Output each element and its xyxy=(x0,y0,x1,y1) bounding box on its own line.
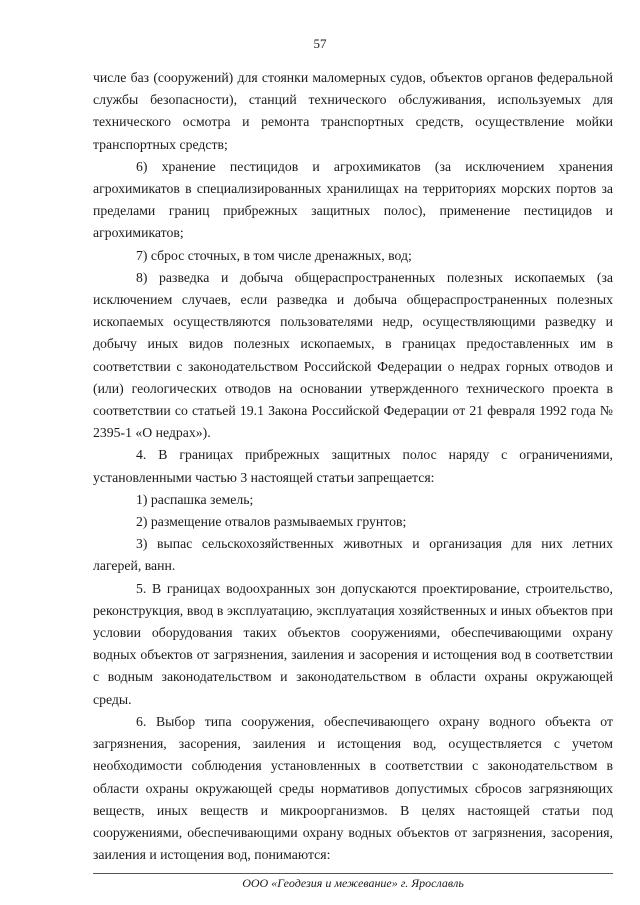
body-text xyxy=(93,67,613,866)
paragraph: 5. В границах водоохранных зон допускаются проектирование, строительство, реконструкция, ввод в эксплуатацию, эксплуатация хозяйственных и иных объектов при условии оборудования таких объектов сооружениями, обеспечивающими охрану водных объектов от загрязнения, заиления и засорения и истощения вод в соответствии с водным законодательством и законодательством в области охраны окружающей среды. xyxy=(93,580,613,707)
paragraph: 1) распашка земель; xyxy=(136,491,254,507)
paragraph: 7) сброс сточных, в том числе дренажных, вод; xyxy=(136,247,412,263)
paragraph: 2) размещение отвалов размываемых грунтов; xyxy=(136,514,407,530)
paragraph: 3) выпас сельскохозяйственных животных и организация для них летних лагерей, ванн. xyxy=(93,536,613,574)
paragraph: 8) разведка и добыча общераспространенных полезных ископаемых (за исключением случаев, если разведка и добыча общераспространенных полезных ископаемых осуществляются пользователями недр, осуществляющими разведку и добычу иных видов полезных ископаемых, в границах предоставленных им в соответствии с законодательством Российской Федерации о недрах горных отводов и (или) геологических отводов на основании утвержденного технического проекта в соответствии со статьей 19.1 Закона Российской Федерации от 21 февраля 1992 года № 2395-1 «О недрах»). xyxy=(93,269,613,441)
paragraph: 6) хранение пестицидов и агрохимикатов (за исключением хранения агрохимикатов в специализированных хранилищах на территориях морских портов за пределами границ прибрежных защитных полос), применение пестицидов и агрохимикатов; xyxy=(93,158,613,241)
paragraph: 4. В границах прибрежных защитных полос наряду с ограничениями, установленными частью 3 настоящей статьи запрещается: xyxy=(93,447,613,485)
paragraph: 6. Выбор типа сооружения, обеспечивающего охрану водного объекта от загрязнения, засорения, заиления и истощения вод, осуществляется с учетом необходимости соблюдения установленных в соответствии с законодательством в области охраны окружающей среды нормативов допустимых сбросов загрязняющих веществ, иных веществ и микроорганизмов. В целях настоящей статьи под сооружениями, обеспечивающими охрану водных объектов от загрязнения, засорения, заиления и истощения вод, понимаются: xyxy=(93,713,613,863)
paragraph: числе баз (сооружений) для стоянки маломерных судов, объектов органов федеральной службы безопасности), станций технического обслуживания, используемых для технического осмотра и ремонта транспортных средств, осуществление мойки транспортных средств; xyxy=(93,70,613,152)
footer-divider xyxy=(93,873,613,874)
page-footer: ООО «Геодезия и межевание» г. Ярославль xyxy=(242,876,464,890)
page-number: 57 xyxy=(313,36,327,51)
